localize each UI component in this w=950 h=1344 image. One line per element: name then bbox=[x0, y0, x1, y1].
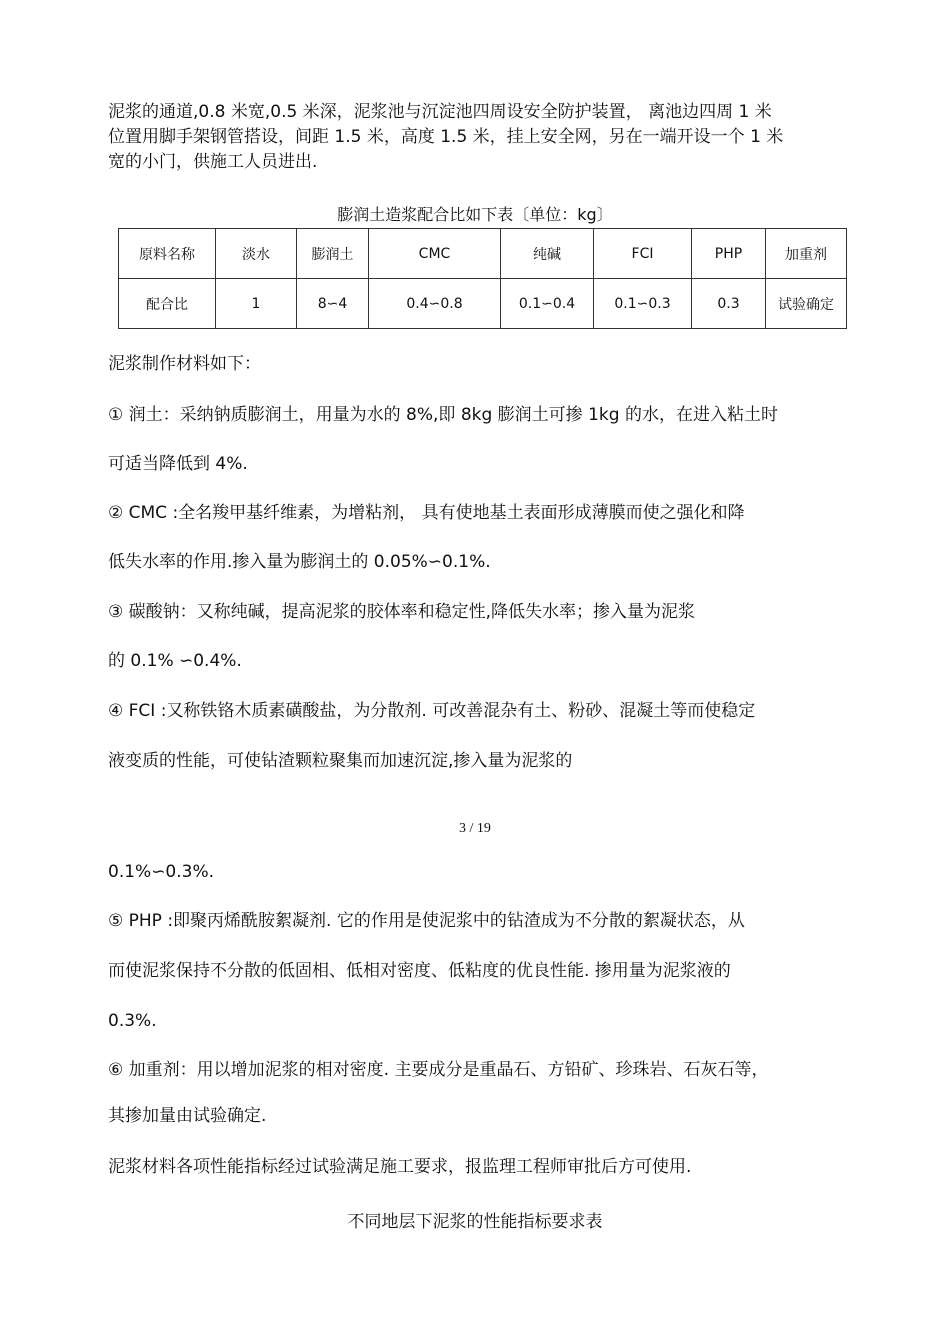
item-line: 低失水率的作用.掺入量为膨润土的 0.05%∽0.1%. bbox=[108, 552, 491, 572]
table-cell: 加重剂 bbox=[766, 229, 847, 279]
item-line: 0.3%. bbox=[108, 1011, 157, 1031]
item-line: 液变质的性能，可使钻渣颗粒聚集而加速沉淀,掺入量为泥浆的 bbox=[108, 751, 573, 771]
table-cell: 配合比 bbox=[119, 279, 216, 329]
table-cell: PHP bbox=[692, 229, 766, 279]
table-cell: 0.1∽0.4 bbox=[501, 279, 594, 329]
table-cell: 膨润土 bbox=[297, 229, 369, 279]
next-table-title: 不同地层下泥浆的性能指标要求表 bbox=[347, 1212, 603, 1232]
table-header-row bbox=[119, 229, 847, 279]
intro-line-1: 泥浆的通道,0.8 米宽,0.5 米深，泥浆池与沉淀池四周设安全防护装置， 离池边四周 1 米 bbox=[108, 102, 772, 122]
table-cell: CMC bbox=[369, 229, 501, 279]
table-cell: 纯碱 bbox=[501, 229, 594, 279]
item-line: ① 润土：采纳钠质膨润土，用量为水的 8%,即 8kg 膨润土可掺 1kg 的水，在进入粘土时 bbox=[108, 405, 778, 425]
item-line: 其掺加量由试验确定. bbox=[108, 1106, 267, 1126]
intro-line-3: 宽的小门，供施工人员进出. bbox=[108, 152, 318, 172]
item-line: ④ FCI :又称铁铬木质素磺酸盐，为分散剂. 可改善混杂有土、粉砂、混凝土等而使稳定 bbox=[108, 701, 756, 721]
item-line: 0.1%∽0.3%. bbox=[108, 862, 215, 882]
table-cell: 淡水 bbox=[216, 229, 297, 279]
item-line: 而使泥浆保持不分散的低固相、低相对密度、低粘度的优良性能. 掺用量为泥浆液的 bbox=[108, 961, 731, 981]
item-line: ② CMC :全名羧甲基纤维素，为增粘剂， 具有使地基土表面形成薄膜而使之强化和降 bbox=[108, 503, 745, 523]
table-caption: 膨润土造浆配合比如下表〔单位：kg〕 bbox=[337, 205, 613, 224]
intro-line-2: 位置用脚手架钢管搭设，间距 1.5 米，高度 1.5 米，挂上安全网，另在一端开设一个 1 米 bbox=[108, 127, 784, 147]
table-cell: 原料名称 bbox=[119, 229, 216, 279]
mix-ratio-table bbox=[118, 228, 847, 329]
table-cell: 8∽4 bbox=[297, 279, 369, 329]
table-row bbox=[119, 279, 847, 329]
item-line: ⑤ PHP :即聚丙烯酰胺絮凝剂. 它的作用是使泥浆中的钻渣成为不分散的絮凝状态，从 bbox=[108, 911, 745, 931]
table-cell: 0.3 bbox=[692, 279, 766, 329]
table-cell: 0.1∽0.3 bbox=[594, 279, 692, 329]
table-cell: 试验确定 bbox=[766, 279, 847, 329]
table-cell: FCI bbox=[594, 229, 692, 279]
table-cell: 1 bbox=[216, 279, 297, 329]
approval-text: 泥浆材料各项性能指标经过试验满足施工要求，报监理工程师审批后方可使用. bbox=[108, 1157, 692, 1177]
page-number: 3 / 19 bbox=[459, 821, 491, 836]
item-line: 的 0.1% ∽0.4%. bbox=[108, 651, 242, 671]
materials-heading: 泥浆制作材料如下： bbox=[108, 354, 261, 374]
item-line: ⑥ 加重剂：用以增加泥浆的相对密度. 主要成分是重晶石、方铅矿、珍珠岩、石灰石等， bbox=[108, 1060, 769, 1080]
table-cell: 0.4∽0.8 bbox=[369, 279, 501, 329]
item-line: 可适当降低到 4%. bbox=[108, 454, 248, 474]
item-line: ③ 碳酸钠：又称纯碱，提高泥浆的胶体率和稳定性,降低失水率；掺入量为泥浆 bbox=[108, 602, 696, 622]
